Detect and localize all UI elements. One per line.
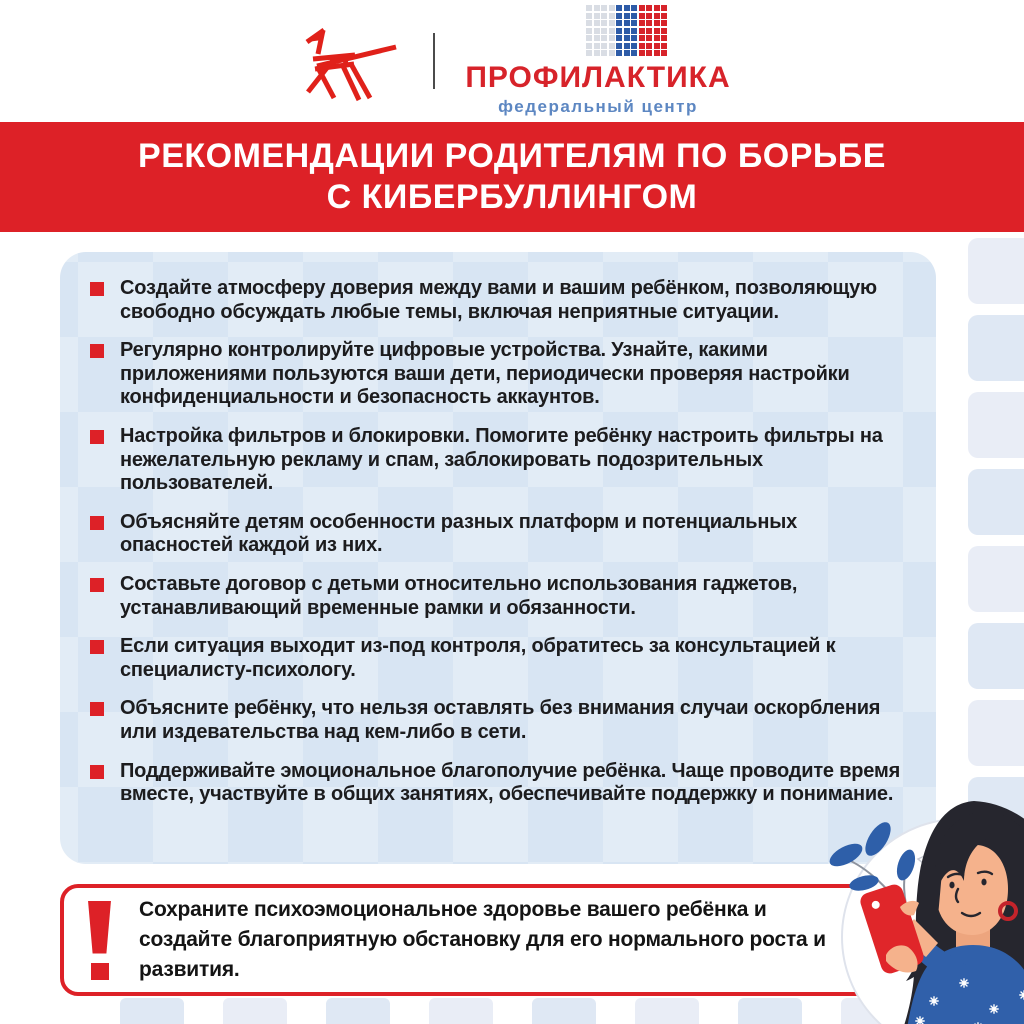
header [0, 0, 1024, 122]
list-item [90, 425, 906, 496]
woman-with-phone-illustration [822, 795, 1024, 1024]
list-item [90, 277, 906, 324]
header-divider [433, 33, 435, 89]
list-item [90, 339, 906, 410]
title-banner [0, 122, 1024, 232]
page-title-line2: С КИБЕРБУЛЛИНГОМ [326, 178, 698, 216]
recommendations-list [90, 277, 906, 807]
recommendations-panel [60, 252, 936, 864]
recommendation-text: Настройка фильтров и блокировки. Помогите ребёнку настроить фильтры на нежелательную рекламу и спам, заблокировать подозрительных пользователей. [120, 424, 883, 495]
list-item [90, 573, 906, 620]
page-title-line1: РЕКОМЕНДАЦИИ РОДИТЕЛЯМ ПО БОРЬБЕ [138, 136, 886, 175]
bullet-square-icon [90, 282, 104, 296]
bullet-square-icon [90, 430, 104, 444]
decor-right-tiles [968, 238, 1024, 843]
recommendation-text: Поддерживайте эмоциональное благополучие ребёнка. Чаще проводите время вместе, участвуйте в общих занятиях, обеспечивайте поддержку и понимание. [120, 759, 901, 806]
list-item [90, 635, 906, 682]
recommendation-text: Если ситуация выходит из-под контроля, обратитесь за консультацией к специалисту-психологу. [120, 635, 836, 681]
brand-title: ПРОФИЛАКТИКА [465, 61, 731, 94]
mosaic-flag-icon [586, 5, 667, 56]
recommendation-text: Регулярно контролируйте цифровые устройства. Узнайте, какими приложениями пользуются ваши дети, периодически проверяя настройки конфиденциальности и безопасность аккаунтов. [120, 339, 850, 409]
list-item [90, 697, 906, 744]
recommendation-text: Создайте атмосферу доверия между вами и вашим ребёнком, позволяющую свободно обсуждать любые темы, включая неприятные ситуации. [120, 277, 877, 323]
bullet-square-icon [90, 578, 104, 592]
warning-text: Сохраните психоэмоциональное здоровье вашего ребёнка и создайте благоприятную обстановку для его нормального роста и развития. [139, 897, 826, 981]
bullet-square-icon [90, 344, 104, 358]
brand-block [465, 5, 730, 117]
exclamation-icon [88, 901, 111, 980]
recommendation-text: Объясняйте детям особенности разных платформ и потенциальных опасностей каждой из них. [120, 510, 798, 557]
bullet-square-icon [90, 765, 104, 779]
bullet-square-icon [90, 702, 104, 716]
brand-subtitle: федеральный центр [498, 97, 698, 116]
chair-logo-icon [293, 19, 403, 104]
recommendation-text: Объясните ребёнку, что нельзя оставлять без внимания случаи оскорбления или издевательства над кем-либо в сети. [120, 697, 881, 743]
list-item [90, 760, 906, 807]
bullet-square-icon [90, 640, 104, 654]
recommendation-text: Составьте договор с детьми относительно использования гаджетов, устанавливающий временные рамки и обязанности. [120, 572, 798, 619]
list-item [90, 511, 906, 558]
bullet-square-icon [90, 516, 104, 530]
